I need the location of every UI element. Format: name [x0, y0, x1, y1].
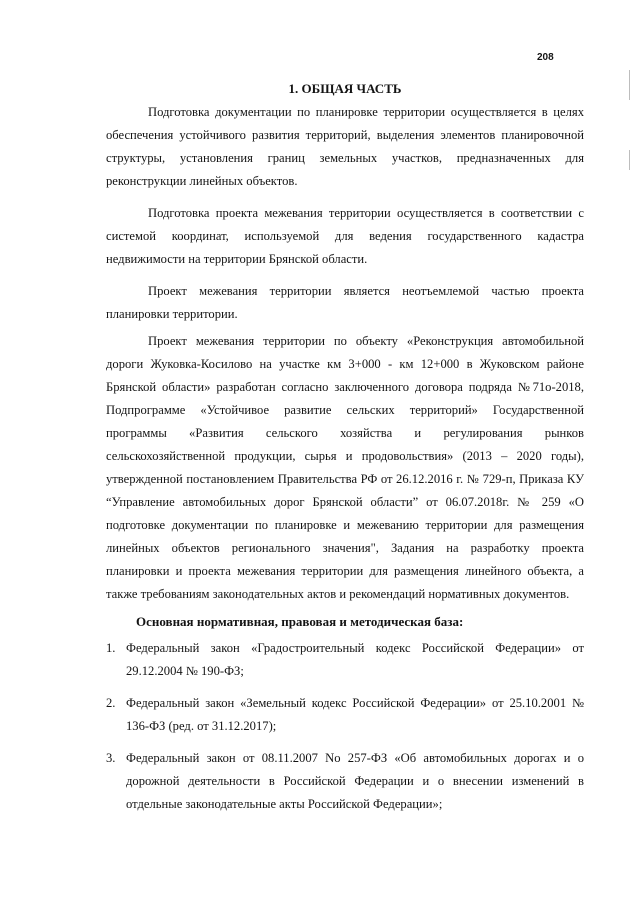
normative-base-heading: Основная нормативная, правовая и методическая база: — [136, 614, 464, 629]
list-item-number: 2. — [106, 696, 116, 710]
scan-edge-mark — [629, 150, 630, 170]
list-item — [106, 692, 584, 738]
list-item-text: Федеральный закон «Земельный кодекс Российской Федерации» от 25.10.2001 № 136-ФЗ (ред. от 31.12.2017); — [126, 696, 584, 733]
paragraph-1: Подготовка документации по планировке территории осуществляется в целях обеспечения устойчивого развития территорий, выделения элементов планировочной структуры, установления границ земельных участков, предназначенных для реконструкции линейных объектов. — [106, 105, 584, 188]
scan-edge-mark — [629, 70, 630, 100]
paragraph-3: Проект межевания территории является неотъемлемой частью проекта планировки территории. — [106, 284, 584, 321]
page-number: 208 — [537, 52, 554, 63]
list-item-text: Федеральный закон от 08.11.2007 No 257-ФЗ «Об автомобильных дорогах и о дорожной деятельности в Российской Федерации и о внесении изменений в отдельные законодательные акты Российской Федерации»; — [126, 751, 584, 811]
document-body — [106, 77, 584, 825]
paragraph-2: Подготовка проекта межевания территории осуществляется в соответствии с системой координат, используемой для ведения государственного кадастра недвижимости на территории Брянской области. — [106, 206, 584, 266]
list-item-number: 1. — [106, 641, 116, 655]
list-item — [106, 747, 584, 816]
paragraph-4: Проект межевания территории по объекту «Реконструкция автомобильной дороги Жуковка-Косилово на участке км 3+000 - км 12+000 в Жуковском районе Брянской области» разработан согласно заключенного договора подряда №71о-2018, Подпрограмме «Устойчивое развитие сельских территорий» Государственной программы «Развития сельского хозяйства и регулирования рынков сельскохозяйственной продукции, сырья и продовольствия» (2013 – 2020 годы), утвержденной постановлением Правительства РФ от 26.12.2016 г. № 729-п, Приказа КУ “Управление автомобильных дорог Брянской области” от 06.07.2018г. № 259 «О подготовке документации по планировке и межеванию территории для размещения линейных объектов регионального значения", Задания на разработку проекта планировки и проекта межевания территории для размещения линейного объекта, а также требованиям законодательных актов и рекомендаций нормативных документов. — [106, 334, 584, 601]
list-item-number: 3. — [106, 751, 116, 765]
list-item-text: Федеральный закон «Градостроительный кодекс Российской Федерации» от 29.12.2004 № 190-ФЗ; — [126, 641, 584, 678]
section-title: 1. ОБЩАЯ ЧАСТЬ — [288, 81, 402, 96]
list-item — [106, 637, 584, 683]
normative-list — [106, 637, 584, 816]
